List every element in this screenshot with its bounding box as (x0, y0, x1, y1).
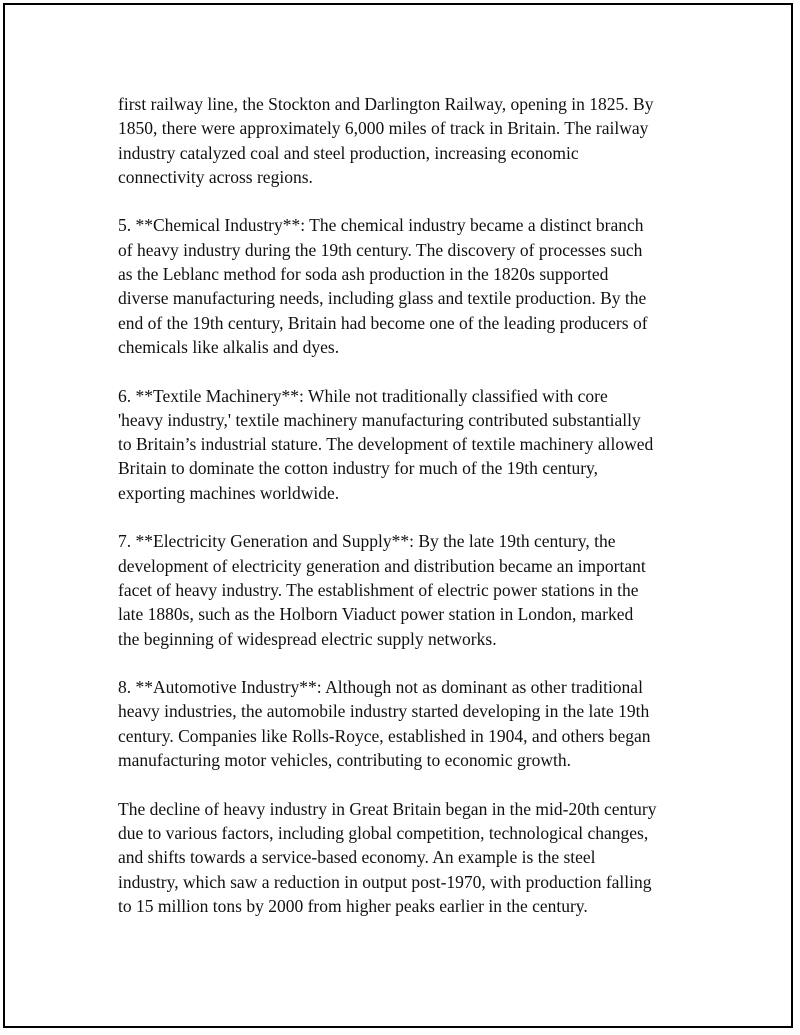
paragraph-decline: The decline of heavy industry in Great Britain began in the mid-20th century due to various factors, including global competition, technological changes, and shifts towards a service-based economy. An example is the steel industry, which saw a reduction in output post-1970, with production falling to 15 million tons by 2000 from higher peaks earlier in the century. (118, 798, 657, 916)
paragraph-railway: first railway line, the Stockton and Darlington Railway, opening in 1825. By 1850, there were approximately 6,000 miles of track in Britain. The railway industry catalyzed coal and steel production, increasing economic connectivity across regions. (118, 94, 654, 187)
document-body (118, 92, 718, 942)
paragraph-electricity-generation: 7. **Electricity Generation and Supply**: By the late 19th century, the development of electricity generation and distribution became an important facet of heavy industry. The establishment of electric power stations in the late 1880s, such as the Holborn Viaduct power station in London, marked the beginning of widespread electric supply networks. (118, 531, 646, 649)
paragraph-chemical-industry: 5. **Chemical Industry**: The chemical industry became a distinct branch of heavy industry during the 19th century. The discovery of processes such as the Leblanc method for soda ash production in the 1820s supported diverse manufacturing needs, including glass and textile production. By the end of the 19th century, Britain had become one of the leading producers of chemicals like alkalis and dyes. (118, 215, 648, 357)
paragraph-textile-machinery: 6. **Textile Machinery**: While not traditionally classified with core 'heavy industry,' textile machinery manufacturing contributed substantially to Britain’s industrial stature. The development of textile machinery allowed Britain to dominate the cotton industry for much of the 19th century, exporting machines worldwide. (118, 385, 654, 503)
paragraph-automotive-industry: 8. **Automotive Industry**: Although not as dominant as other traditional heavy industries, the automobile industry started developing in the late 19th century. Companies like Rolls-Royce, established in 1904, and others began manufacturing motor vehicles, contributing to economic growth. (118, 677, 651, 771)
